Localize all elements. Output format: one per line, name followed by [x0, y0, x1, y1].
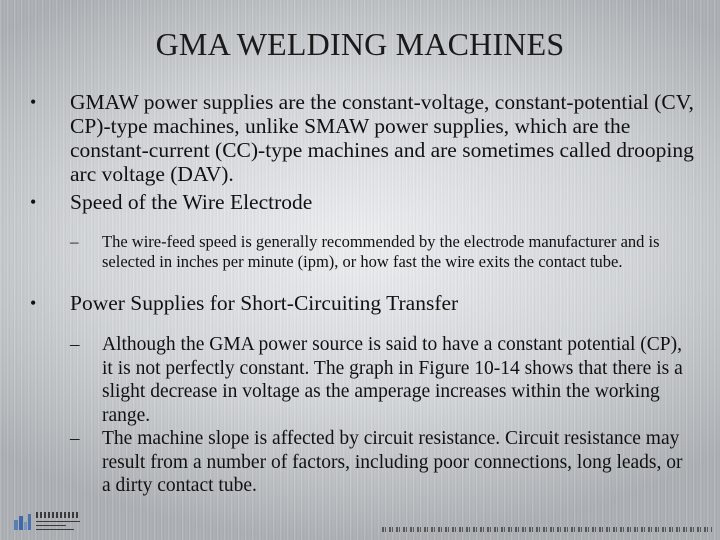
sub-bullet-text: Although the GMA power source is said to have a constant potential (CP), it is not perfectly constant. The graph in Figure 10-14 shows that there is a slight decrease in voltage as the amperage increases within the working range.: [102, 334, 683, 426]
slide-title: GMA WELDING MACHINES: [155, 26, 565, 62]
bullet-text: Power Supplies for Short-Circuiting Transfer: [70, 291, 459, 315]
bullet-item: [26, 90, 696, 186]
bullet-item: [26, 190, 696, 214]
bullet-item: [26, 291, 696, 315]
slide-content: [26, 90, 696, 498]
bullet-icon: •: [30, 293, 37, 313]
dash-icon: –: [70, 232, 79, 251]
sub-bullet-item: [26, 427, 696, 498]
barcode-strip-icon: [382, 527, 712, 532]
sub-bullet-item: [26, 333, 696, 427]
bullet-text: Speed of the Wire Electrode: [70, 190, 313, 214]
sub-bullet-text: The wire-feed speed is generally recommended by the electrode manufacturer and is selected in inches per minute (ipm), or how fast the wire exits the contact tube.: [102, 232, 660, 271]
bullet-icon: •: [30, 192, 37, 212]
bullet-icon: •: [30, 92, 37, 112]
bullet-text: GMAW power supplies are the constant-voltage, constant-potential (CV, CP)-type machines, unlike SMAW power supplies, which are the constant-current (CC)-type machines and are sometimes called drooping arc voltage (DAV).: [70, 90, 694, 186]
publisher-logo-icon: [10, 506, 86, 536]
dash-icon: –: [70, 428, 80, 449]
sub-bullet-text: The machine slope is affected by circuit resistance. Circuit resistance may result from a number of factors, including poor connections, long leads, or a dirty contact tube.: [102, 428, 683, 496]
sub-bullet-item: [26, 232, 696, 271]
dash-icon: –: [70, 334, 80, 355]
